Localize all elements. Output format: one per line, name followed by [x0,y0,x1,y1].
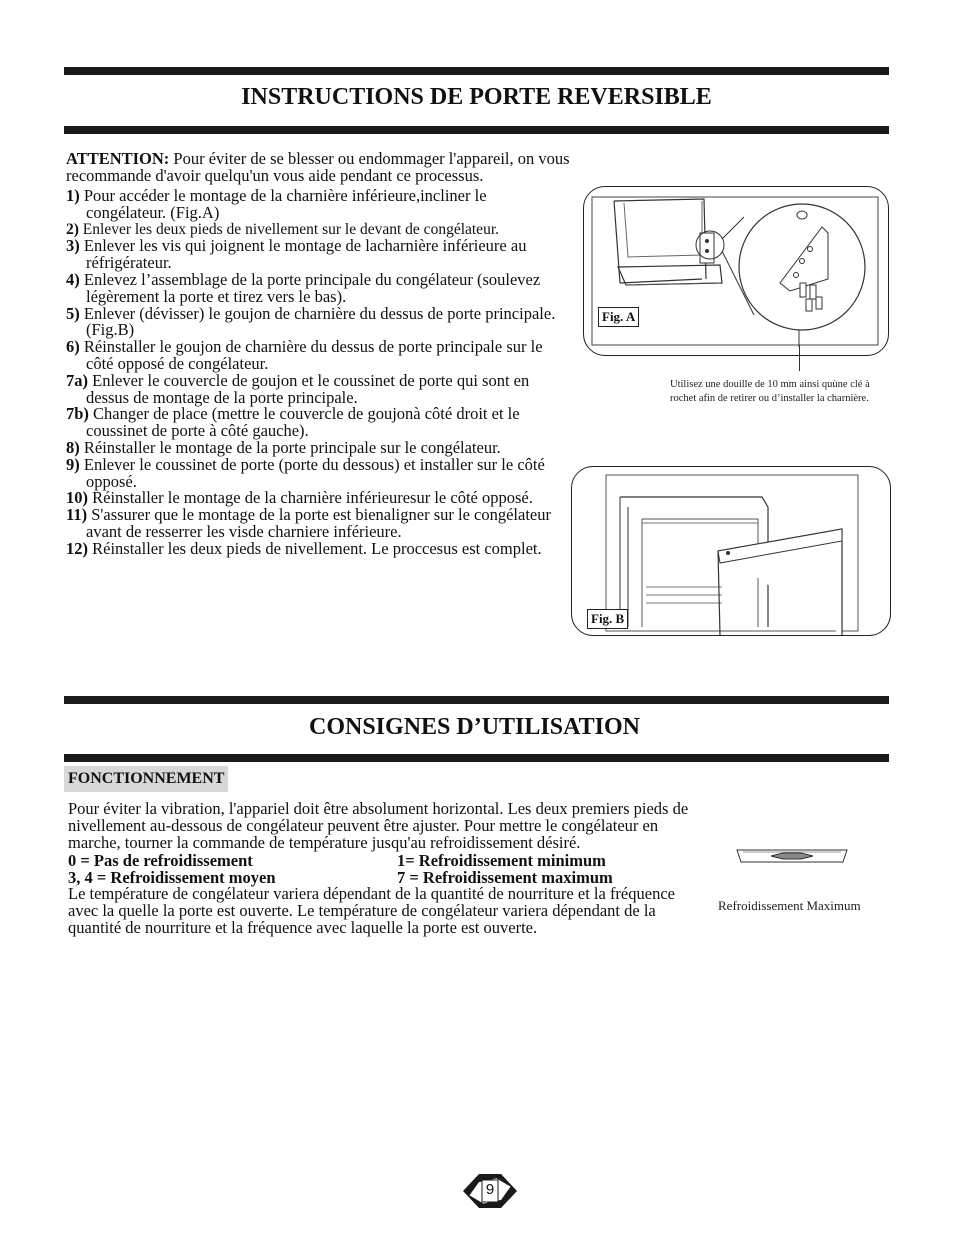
hinge-illustration [584,187,888,355]
step-number: 7b) [66,404,89,424]
section-title-reversible-door: INSTRUCTIONS DE PORTE REVERSIBLE [241,84,712,110]
fig-a-label: Fig. A [598,307,639,327]
step-number: 5) [66,303,80,323]
step-item [66,303,566,340]
page-number-badge [461,1172,519,1210]
step-text: Pour accéder le montage de la charnière inférieure,incliner le congélateur. (Fig.A) [83,186,487,222]
dial-caption: Refroidissement Maximum [718,898,861,913]
step-number: 7a) [66,370,88,390]
step-number: 2) [66,220,79,238]
step-item [66,538,566,558]
temperature-dial-icon [735,846,849,866]
fig-a-caption: Utilisez une douille de 10 mm ainsi quùne clé à rochet afin de retirer ou d’installer la charnière. [670,379,870,404]
attention-paragraph [66,151,641,185]
step-number: 12) [66,538,88,558]
step-text: Réinstaller le goujon de charnière du dessus de porte principale sur le côté opposé de congélateur. [83,337,543,373]
attention-label: ATTENTION: [66,149,170,168]
step-item [66,370,566,407]
step-text: Enlever le coussinet de porte (porte du dessous) et installer sur le côté opposé. [83,454,545,491]
fonctionnement-heading: FONCTIONNEMENT [64,766,228,792]
step-number: 3) [66,236,80,256]
section2-top-rule [64,696,889,704]
step-item [66,188,566,222]
steps-list [66,188,566,558]
step-text: Enlever le couvercle de goujon et le coussinet de porte qui sont en dessus de montage de la porte principale. [86,370,530,407]
step-text: Réinstaller les deux pieds de nivellement. Le proccesus est complet. [92,538,542,558]
section-rule [64,126,889,134]
step-text: S'assurer que le montage de la porte est bienaligner sur le congélateur avant de resserrer les visde charniere inférieure. [86,505,551,541]
step-item [66,238,566,272]
attention-text: Pour éviter de se blesser ou endommager l'appareil, on vous recommande d'avoir quelqu'un vous aide pendant ce processus. [66,149,570,185]
usage-paragraph-1: Pour éviter la vibration, l'appariel doit être absolument horizontal. Les deux premiers pieds de nivellement au-dessous de congélateur peuvent être ajuster. Pour mettre le congélateur en marche, tourner la commande de température jusqu'au refroidissement désiré. [68,799,689,852]
fig-b-label: Fig. B [587,609,628,629]
step-number: 4) [66,269,80,289]
step-item [66,454,566,491]
step-text: Enlevez l’assemblage de la porte principale du congélateur (soulevez légèrement la porte et tirez vers le bas). [83,269,541,306]
step-number: 10) [66,488,88,508]
usage-paragraph-2: Le température de congélateur variera dépendant de la quantité de nourriture et la fréquence avec la quelle la porte est ouverte. Le température de congélateur variera dépendant de la quantité de nourriture et la fréquence avec laquelle la porte est ouverte. [68,884,675,937]
setting-7: 7 = Refroidissement maximum [397,868,613,887]
step-text: Enlever les deux pieds de nivellement sur le devant de congélateur. [82,220,499,238]
step-number: 6) [66,337,80,357]
figure-a [583,186,889,356]
step-text: Réinstaller le montage de la porte principale sur le congélateur. [83,437,501,457]
step-number: 8) [66,437,80,457]
step-number: 11) [66,505,88,525]
step-item [66,507,566,541]
figure-b [571,466,891,636]
step-text: Changer de place (mettre le couvercle de goujonà côté droit et le coussinet de porte à côté gauche). [86,404,520,441]
caption-leader-line [799,345,800,371]
step-text: Enlever (dévisser) le goujon de charnière du dessus de porte principale. (Fig.B) [83,303,556,340]
step-text: Réinstaller le montage de la charnière inférieuresur le côté opposé. [92,488,533,508]
setting-3-4: 3, 4 = Refroidissement moyen [68,868,276,887]
top-rule [64,67,889,75]
section2-rule [64,754,889,762]
step-text: Enlever les vis qui joignent le montage de lacharnière inférieure au réfrigérateur. [83,236,527,273]
step-item [66,339,566,373]
section-title-usage: CONSIGNES D’UTILISATION [309,714,640,740]
step-number: 1) [66,186,80,205]
step-item [66,269,566,306]
setting-0: 0 = Pas de refroidissement [68,851,253,870]
page-number: 9 [485,1181,495,1198]
setting-1: 1= Refroidissement minimum [397,851,606,870]
step-number: 9) [66,454,80,474]
step-item [66,406,566,440]
